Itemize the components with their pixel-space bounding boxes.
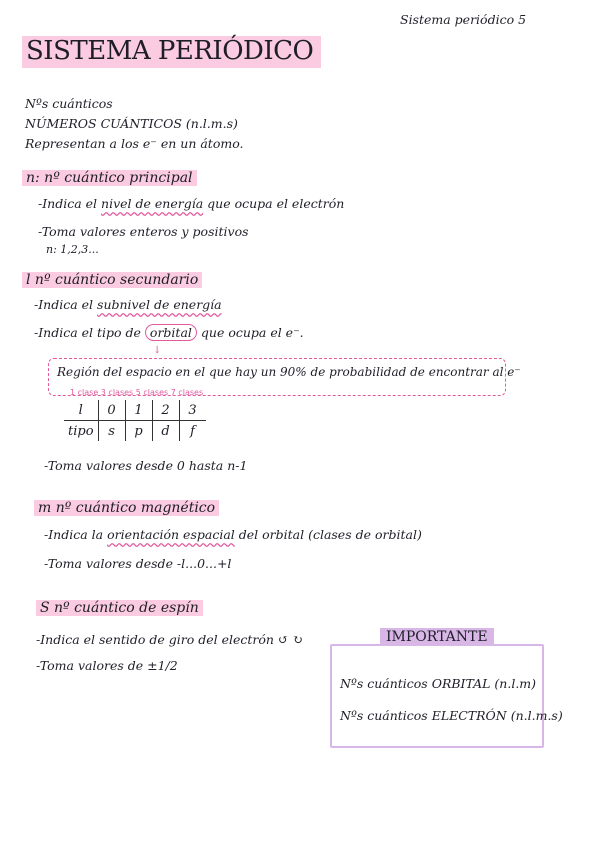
page-title-text: SISTEMA PERIÓDICO: [22, 36, 321, 68]
m-bullet-2: -Toma valores desde -l...0...+l: [44, 556, 232, 571]
table-cell: 1: [125, 400, 152, 421]
intro-line-1: Nºs cuánticos: [25, 96, 113, 111]
l-b2-prefix: -Indica el tipo de: [34, 325, 141, 340]
m-b1-prefix: -Indica la: [44, 527, 104, 542]
l-heading-text: l nº cuántico secundario: [22, 272, 202, 288]
n-section-heading: [22, 170, 197, 186]
l-bullet-1: [34, 297, 222, 312]
table-cell: s: [98, 421, 125, 442]
table-caption: 1 clase 3 clases 5 clases 7 clases: [70, 388, 204, 397]
l-b2-term: orbital: [145, 324, 197, 341]
n-b1-term: nivel de energía: [101, 196, 204, 211]
table-cell: tipo: [64, 421, 98, 442]
m-bullet-1: [44, 527, 422, 542]
l-bullet-3: -Toma valores desde 0 hasta n-1: [44, 458, 248, 473]
arrow-down-icon: ↓: [153, 345, 162, 356]
important-title: IMPORTANTE: [380, 628, 494, 646]
m-b1-term: orientación espacial: [107, 527, 235, 542]
m-section-heading: [34, 500, 219, 516]
n-b1-suffix: que ocupa el electrón: [207, 196, 345, 211]
table-cell: 3: [179, 400, 206, 421]
table-cell: 2: [152, 400, 179, 421]
n-b1-prefix: -Indica el: [38, 196, 98, 211]
table-cell: d: [152, 421, 179, 442]
region-definition-text: Región del espacio en el que hay un 90% de probabilidad de encontrar al e⁻: [57, 365, 521, 379]
important-line-1: Nºs cuánticos ORBITAL (n.l.m): [340, 676, 537, 691]
l-bullet-2: [34, 325, 304, 340]
s-bullet-2: -Toma valores de ±1/2: [36, 658, 178, 673]
n-heading-text: n: nº cuántico principal: [22, 170, 197, 186]
intro-line-2: NÚMEROS CUÁNTICOS (n.l.m.s): [25, 116, 238, 131]
m-heading-text: m nº cuántico magnético: [34, 500, 219, 516]
important-line-2: Nºs cuánticos ELECTRÓN (n.l.m.s): [340, 708, 563, 723]
m-b1-suffix: del orbital (clases de orbital): [238, 527, 422, 542]
n-bullet-2: -Toma valores enteros y positivos: [38, 224, 249, 239]
table-cell: l: [64, 400, 98, 421]
l-b1-term: subnivel de energía: [97, 297, 222, 312]
l-b1-prefix: -Indica el: [34, 297, 94, 312]
table-row: [64, 421, 206, 442]
l-section-heading: [22, 272, 202, 288]
n-values: n: 1,2,3...: [46, 243, 99, 256]
table-cell: f: [179, 421, 206, 442]
s-heading-text: S nº cuántico de espín: [36, 600, 203, 616]
table-row: [64, 400, 206, 421]
page-title: [22, 36, 321, 66]
table-cell: p: [125, 421, 152, 442]
s-section-heading: [36, 600, 203, 616]
n-bullet-1: [38, 196, 344, 211]
s-bullet-1: -Indica el sentido de giro del electrón ↺ ↻: [36, 632, 303, 647]
l-b2-suffix: que ocupa el e⁻.: [200, 325, 304, 340]
orbital-type-table: [64, 400, 206, 441]
table-cell: 0: [98, 400, 125, 421]
page-header-note: Sistema periódico 5: [400, 12, 527, 27]
important-box: [330, 644, 563, 748]
intro-line-3: Representan a los e⁻ en un átomo.: [25, 136, 244, 151]
